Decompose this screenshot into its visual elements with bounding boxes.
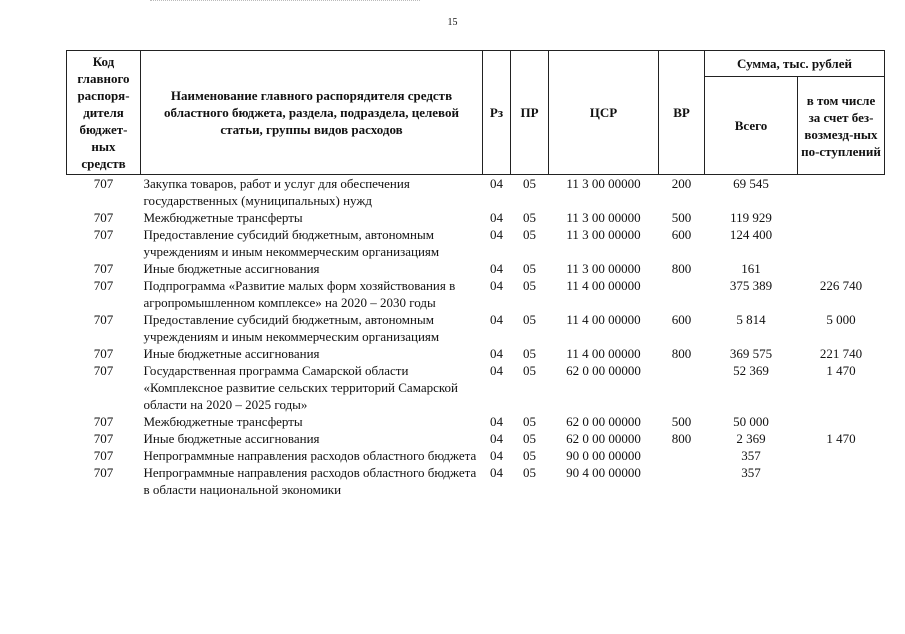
cell-name: Непрограммные направления расходов областного бюджета в области национальной экономики <box>143 465 477 497</box>
cell-grant <box>798 464 885 498</box>
cell-name: Непрограммные направления расходов областного бюджета <box>143 448 477 463</box>
cell-vr: 600 <box>671 312 692 327</box>
table-row <box>67 464 885 498</box>
cell-rz: 04 <box>490 312 503 327</box>
table-row <box>67 447 885 464</box>
cell-total: 52 369 <box>733 363 769 378</box>
table-row <box>67 209 885 226</box>
cell-rz: 04 <box>490 346 503 361</box>
cell-vr <box>659 362 705 413</box>
cell-vr <box>659 277 705 311</box>
cell-total: 119 929 <box>730 210 772 225</box>
cell-code: 707 <box>93 227 114 242</box>
cell-rz: 04 <box>490 414 503 429</box>
cell-grant: 221 740 <box>819 346 863 361</box>
cell-pr: 05 <box>523 312 536 327</box>
cell-csr: 11 4 00 00000 <box>566 278 641 293</box>
table-row <box>67 413 885 430</box>
cell-pr: 05 <box>523 465 536 480</box>
table-row <box>67 175 885 210</box>
cell-csr: 11 4 00 00000 <box>566 346 641 361</box>
cell-pr: 05 <box>523 176 536 191</box>
cell-grant <box>798 260 885 277</box>
table-row <box>67 362 885 413</box>
table-row <box>67 260 885 277</box>
scan-artifact-line <box>150 0 420 4</box>
cell-total: 357 <box>741 465 761 480</box>
page-number: 15 <box>447 17 458 28</box>
cell-name: Государственная программа Самарской области «Комплексное развитие сельских территорий Самарской области на 2020 – 2025 годы» <box>143 363 458 412</box>
cell-name: Иные бюджетные ассигнования <box>143 346 320 361</box>
cell-name: Предоставление субсидий бюджетным, автономным учреждениям и иным некоммерческим организациям <box>143 312 440 344</box>
cell-name: Закупка товаров, работ и услуг для обеспечения государственных (муниципальных) нужд <box>143 176 410 208</box>
cell-code: 707 <box>93 448 114 463</box>
cell-grant <box>798 226 885 260</box>
cell-vr: 800 <box>671 431 692 446</box>
cell-csr: 11 3 00 00000 <box>566 210 641 225</box>
table-row <box>67 277 885 311</box>
cell-vr: 500 <box>671 414 692 429</box>
cell-code: 707 <box>93 414 114 429</box>
cell-pr: 05 <box>523 261 536 276</box>
cell-csr: 11 3 00 00000 <box>566 227 641 242</box>
cell-rz: 04 <box>490 227 503 242</box>
cell-grant <box>798 447 885 464</box>
cell-rz: 04 <box>490 210 503 225</box>
cell-rz: 04 <box>490 278 503 293</box>
cell-vr: 200 <box>671 176 692 191</box>
cell-vr: 800 <box>671 261 692 276</box>
cell-grant <box>798 413 885 430</box>
header-rz: Рз <box>483 51 511 175</box>
cell-csr: 11 4 00 00000 <box>566 312 641 327</box>
cell-total: 124 400 <box>729 227 773 242</box>
cell-rz: 04 <box>490 431 503 446</box>
table-body <box>67 175 885 499</box>
cell-csr: 90 4 00 00000 <box>566 465 641 480</box>
header-grant: в том числе за счет без-возмезд-ных по-ступлений <box>798 77 885 175</box>
cell-rz: 04 <box>490 448 503 463</box>
header-vr: ВР <box>659 51 705 175</box>
cell-pr: 05 <box>523 278 536 293</box>
cell-name: Иные бюджетные ассигнования <box>143 261 320 276</box>
cell-code: 707 <box>93 312 114 327</box>
cell-vr: 600 <box>671 227 692 242</box>
cell-vr: 500 <box>671 210 692 225</box>
cell-total: 375 389 <box>729 278 773 293</box>
table-row <box>67 430 885 447</box>
cell-code: 707 <box>93 261 114 276</box>
cell-pr: 05 <box>523 431 536 446</box>
cell-total: 161 <box>741 261 761 276</box>
budget-table <box>66 50 885 498</box>
table-header <box>67 51 885 175</box>
cell-grant: 1 470 <box>826 431 856 446</box>
cell-total: 2 369 <box>736 431 766 446</box>
cell-name: Предоставление субсидий бюджетным, автономным учреждениям и иным некоммерческим организациям <box>143 227 440 259</box>
header-code: Код главного распоря-дителя бюджет-ных средств <box>67 51 141 175</box>
cell-csr: 90 0 00 00000 <box>566 448 641 463</box>
cell-rz: 04 <box>490 465 503 480</box>
cell-pr: 05 <box>523 346 536 361</box>
cell-code: 707 <box>93 465 114 480</box>
cell-csr: 62 0 00 00000 <box>566 363 641 378</box>
cell-code: 707 <box>93 363 114 378</box>
cell-csr: 62 0 00 00000 <box>566 414 641 429</box>
cell-name: Иные бюджетные ассигнования <box>143 431 320 446</box>
cell-rz: 04 <box>490 176 503 191</box>
cell-total: 5 814 <box>736 312 766 327</box>
header-total: Всего <box>705 77 798 175</box>
cell-name: Подпрограмма «Развитие малых форм хозяйствования в агропромышленном комплексе» на 2020 – 2030 годы <box>143 278 456 310</box>
header-pr: ПР <box>511 51 549 175</box>
cell-csr: 11 3 00 00000 <box>566 261 641 276</box>
cell-grant <box>798 209 885 226</box>
cell-total: 50 000 <box>733 414 769 429</box>
table-row <box>67 345 885 362</box>
table-row <box>67 226 885 260</box>
cell-total: 69 545 <box>733 176 769 191</box>
cell-code: 707 <box>93 431 114 446</box>
cell-code: 707 <box>93 210 114 225</box>
cell-pr: 05 <box>523 363 536 378</box>
cell-grant <box>798 175 885 210</box>
cell-name: Межбюджетные трансферты <box>143 210 303 225</box>
cell-name: Межбюджетные трансферты <box>143 414 303 429</box>
cell-grant: 226 740 <box>819 278 863 293</box>
cell-pr: 05 <box>523 448 536 463</box>
cell-rz: 04 <box>490 261 503 276</box>
cell-vr: 800 <box>671 346 692 361</box>
cell-grant: 5 000 <box>826 312 856 327</box>
cell-grant: 1 470 <box>826 363 856 378</box>
cell-vr <box>659 464 705 498</box>
header-csr: ЦСР <box>549 51 659 175</box>
cell-vr <box>659 447 705 464</box>
header-name: Наименование главного распорядителя средств областного бюджета, раздела, подраздела, целевой статьи, группы видов расходов <box>141 51 483 175</box>
cell-total: 357 <box>741 448 761 463</box>
cell-csr: 11 3 00 00000 <box>566 176 641 191</box>
cell-code: 707 <box>93 176 114 191</box>
cell-csr: 62 0 00 00000 <box>566 431 641 446</box>
cell-code: 707 <box>93 278 114 293</box>
cell-rz: 04 <box>490 363 503 378</box>
cell-pr: 05 <box>523 227 536 242</box>
cell-pr: 05 <box>523 210 536 225</box>
header-sum-group: Сумма, тыс. рублей <box>705 51 885 77</box>
cell-total: 369 575 <box>729 346 773 361</box>
cell-pr: 05 <box>523 414 536 429</box>
cell-code: 707 <box>93 346 114 361</box>
table-row <box>67 311 885 345</box>
